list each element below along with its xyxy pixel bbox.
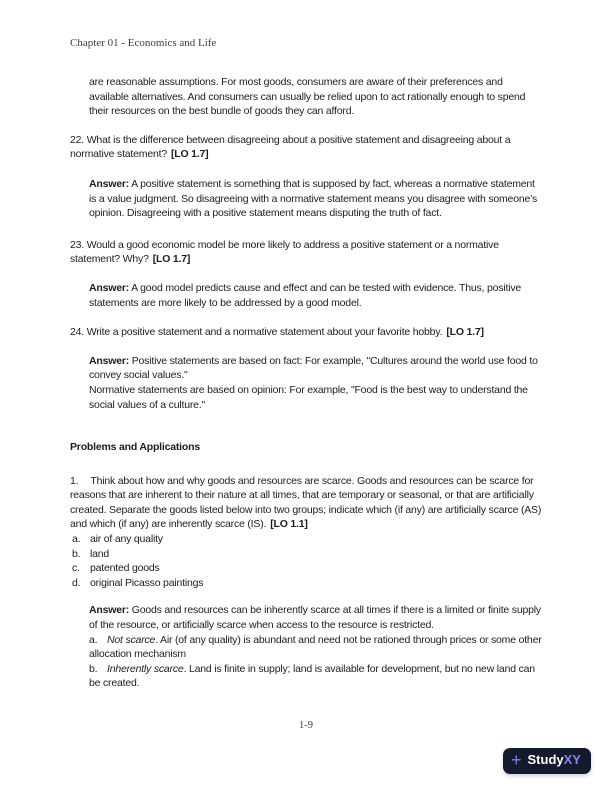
question-24	[70, 325, 542, 340]
goods-list	[70, 532, 542, 590]
list-item-letter: d.	[72, 576, 81, 589]
list-item	[72, 576, 542, 591]
answer-sub-item	[89, 633, 542, 662]
answer-sub-item	[89, 662, 542, 691]
logo-xy-text: XY	[563, 752, 581, 768]
answer-sub-item-letter: b.	[89, 662, 98, 675]
answer-24-line2	[89, 383, 542, 412]
question-22-text: What is the difference between disagreeing about a positive statement and disagreeing about a normative statement?	[70, 133, 511, 161]
answer-24-text2: Normative statements are based on opinion: For example, "Food is the best way to understand the social values of a culture."	[89, 383, 528, 411]
list-item-text: air of any quality	[90, 533, 163, 546]
list-item	[72, 561, 542, 576]
answer-sub-item-letter: a.	[89, 633, 98, 646]
question-22	[70, 133, 542, 162]
question-24-text: Write a positive statement and a normative statement about your favorite hobby.	[86, 326, 443, 339]
logo-study-text: Study	[527, 752, 564, 768]
list-item-letter: a.	[72, 533, 81, 546]
continuation-paragraph	[89, 75, 542, 119]
question-23-text: Would a good economic model be more likely to address a positive statement or a normative statement? Why?	[70, 238, 499, 266]
answer-problem-1-intro-text: Goods and resources can be inherently scarce at all times if there is a limited or finite supply of the resource, or artificially scarce when access to the resource is restricted.	[89, 604, 541, 632]
answer-sub-item-text: . Air (of any quality) is abundant and need not be rationed through prices or some other allocation mechanism	[89, 633, 542, 661]
answer-problem-1-label: Answer:	[89, 604, 130, 617]
question-22-number: 22.	[70, 133, 84, 146]
question-24-number: 24.	[70, 326, 84, 339]
plus-icon: +	[511, 750, 522, 770]
question-24-lo-tag: [LO 1.7]	[446, 326, 484, 339]
answer-24-line1	[89, 354, 542, 383]
answer-problem-1-intro	[89, 603, 542, 632]
chapter-title: Chapter 01 - Economics and Life	[70, 37, 217, 49]
question-23-number: 23.	[70, 238, 84, 251]
answer-sub-item-lead: Not scarce	[107, 633, 156, 646]
question-23	[70, 238, 542, 267]
problem-1-number: 1.	[70, 474, 79, 487]
problem-1	[70, 474, 542, 532]
list-item-letter: c.	[72, 562, 80, 575]
list-item-text: original Picasso paintings	[90, 576, 204, 589]
logo-wordmark	[528, 753, 581, 769]
answer-sub-item-lead: Inherently scarce	[107, 662, 184, 675]
answer-22-text: A positive statement is something that is supposed by fact, whereas a normative statement is a value judgment. So disagreeing with a normative statement means you disagree with someone’s opinion. Disagreeing with a positive statement means disputing the truth of fact.	[89, 177, 538, 220]
document-body	[70, 75, 542, 691]
answer-23-text: A good model predicts cause and effect and can be tested with evidence. Thus, positive statements are more likely to be addressed by a good model.	[89, 281, 522, 309]
list-item-letter: b.	[72, 547, 81, 560]
answer-24-label: Answer:	[89, 354, 130, 367]
page-number: 1-9	[299, 720, 313, 731]
question-23-lo-tag: [LO 1.7]	[152, 253, 191, 266]
list-item-text: land	[90, 547, 110, 560]
answer-23-label: Answer:	[89, 281, 130, 294]
answer-22-label: Answer:	[89, 177, 130, 190]
answer-24-text1: Positive statements are based on fact: For example, "Cultures around the world use food to convey social values."	[89, 354, 538, 382]
answer-sub-item-text: . Land is finite in supply; land is available for development, but no new land can be created.	[89, 662, 535, 690]
continuation-text: are reasonable assumptions. For most goods, consumers are aware of their preferences and available alternatives. And consumers can usually be relied upon to act rationally enough to spend their resources on the best bundle of goods they can afford.	[89, 76, 526, 118]
question-22-lo-tag: [LO 1.7]	[170, 148, 209, 161]
problem-1-lo-tag: [LO 1.1]	[270, 518, 308, 531]
answer-24	[89, 354, 542, 412]
page-header	[70, 36, 216, 51]
list-item	[72, 532, 542, 547]
studyxy-logo	[503, 748, 591, 774]
list-item-text: patented goods	[90, 562, 160, 575]
answer-problem-1	[89, 603, 542, 691]
problem-1-text: Think about how and why goods and resources are scarce. Goods and resources can be scarce for reasons that are inherent to their nature at all times, that are temporary or seasonal, or that are artificially created. Separate the goods listed below into two groups; indicate which (if any) are artificially scarce (AS) and which (if any) are inherently scarce (IS).	[70, 474, 542, 531]
answer-22	[89, 177, 542, 221]
answer-23	[89, 281, 542, 310]
section-heading: Problems and Applications	[70, 441, 200, 454]
list-item	[72, 547, 542, 562]
